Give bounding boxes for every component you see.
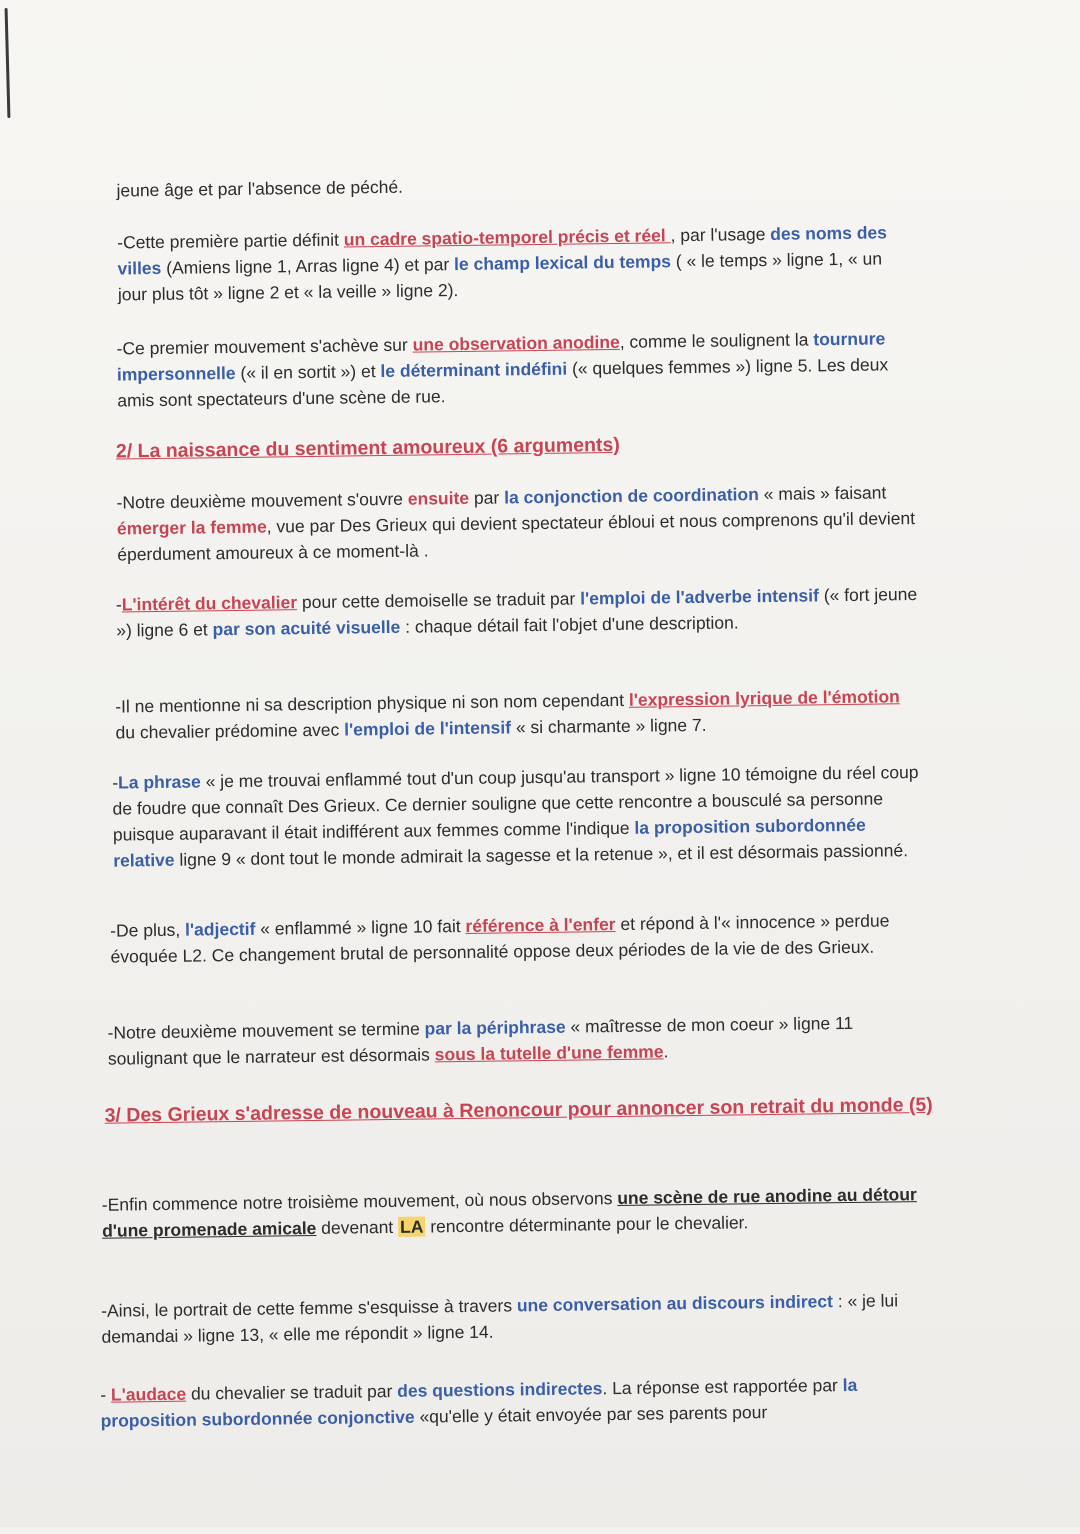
text: par: [468, 487, 505, 508]
text: -: [100, 1384, 112, 1405]
paragraph-10: [101, 1287, 902, 1349]
text: «qu'elle y était envoyée par ses parents pour: [414, 1402, 768, 1427]
keyword-adjectif: l'adjectif: [184, 918, 256, 940]
keyword-scene-anodine: une scène de rue anodine au détour d'une promenade amicale: [101, 1184, 917, 1241]
paragraph-0: [116, 167, 896, 203]
text: (« fort jeune ») ligne 6 et: [116, 584, 918, 641]
keyword-emerger: émerger la femme: [116, 516, 267, 539]
keyword-spatio-temporel: un cadre spatio-temporel précis et réel: [343, 225, 671, 250]
paragraph-8: [107, 1009, 908, 1071]
text: -De plus,: [110, 919, 186, 941]
text: -Notre deuxième mouvement se termine: [107, 1018, 425, 1043]
text: -: [112, 772, 119, 793]
text: , comme le soulignent la: [619, 329, 814, 352]
text: -Ainsi, le portrait de cette femme s'esquisse à travers: [101, 1295, 518, 1321]
text: « si charmante » ligne 7.: [510, 714, 707, 738]
keyword-subordonnee-conjonctive: la proposition subordonnée conjonctive: [100, 1374, 858, 1431]
keyword-expression-lyrique: l'expression lyrique de l'émotion: [628, 686, 900, 710]
keyword-reference-enfer: référence à l'enfer: [465, 914, 616, 936]
keyword-adverbe-intensif: l'emploi de l'adverbe intensif: [579, 585, 820, 609]
paragraph-3: [116, 479, 917, 567]
text: : chaque détail fait l'objet d'une description.: [400, 612, 739, 637]
keyword-subordonnee-relative: la proposition subordonnée relative: [113, 814, 866, 871]
text: -: [115, 594, 122, 615]
text: jeune âge et par l'absence de péché.: [116, 176, 404, 201]
keyword-conjonction: la conjonction de coordination: [503, 484, 759, 508]
section-heading-2: 2/ La naissance du sentiment amoureux (6 arguments): [115, 433, 620, 463]
paragraph-1: [117, 219, 898, 307]
keyword-discours-indirect: une conversation au discours indirect: [516, 1291, 834, 1316]
text: du chevalier prédomine avec: [115, 719, 345, 743]
text: -Ce premier mouvement s'achève sur: [116, 334, 413, 359]
text: . La réponse est rapportée par: [602, 1375, 843, 1399]
text: (Amiens ligne 1, Arras ligne 4) et par: [161, 254, 455, 278]
text: du chevalier se traduit par: [186, 1380, 398, 1404]
text: -Notre deuxième mouvement s'ouvre: [116, 488, 408, 513]
keyword-interet-chevalier: L'intérêt du chevalier: [121, 592, 298, 615]
keyword-questions-indirectes: des questions indirectes: [397, 1378, 603, 1401]
paragraph-7: [110, 907, 923, 970]
keyword-intensif: l'emploi de l'intensif: [344, 717, 512, 740]
paragraph-5: [115, 683, 922, 746]
text: ligne 9 « dont tout le monde admirait la sagesse et la retenue », et il est désormais passionné.: [174, 840, 909, 870]
keyword-acuite-visuelle: par son acuité visuelle: [212, 616, 401, 640]
text: « je me trouvai enflammé tout d'un coup jusqu'au transport » ligne 10 témoigne du réel coup de foudre que connaît Des Grieux. Ce dernier souligne que cette rencontre a bousculé sa personne puisque auparavant il était indifférent aux femmes comme l'indique: [112, 762, 919, 845]
text: -Enfin commence notre troisième mouvement, où nous observons: [101, 1188, 618, 1215]
text: « maîtresse de mon coeur » ligne 11 soulignant que le narrateur est désormais: [107, 1012, 854, 1069]
paragraph-6: [112, 759, 931, 874]
highlight-la: LA: [399, 1216, 424, 1237]
keyword-ensuite: ensuite: [407, 487, 470, 509]
text: rencontre déterminante pour le chevalier.: [425, 1212, 749, 1237]
text: -Il ne mentionne ni sa description physique ni son nom cependant: [115, 689, 630, 717]
paragraph-9: [102, 1181, 919, 1244]
keyword-tutelle: sous la tutelle d'une femme: [434, 1041, 664, 1065]
text: devenant: [316, 1216, 399, 1238]
keyword-tournure-impersonnelle: tournure impersonnelle: [116, 328, 886, 385]
text: , vue par Des Grieux qui devient spectateur ébloui et nous comprenons qu'il devient éperdument amoureux à ce moment-là .: [117, 508, 916, 565]
keyword-la-phrase: La phrase: [117, 771, 201, 793]
keyword-noms-villes: des noms des villes: [117, 222, 888, 279]
section-heading-3: 3/ Des Grieux s'adresse de nouveau à Renoncour pour annoncer son retrait du monde (5): [104, 1093, 933, 1127]
text: : « je lui demandai » ligne 13, « elle me répondit » ligne 14.: [101, 1290, 899, 1347]
text: ( « le temps » ligne 1, « un jour plus tôt » ligne 2 et « la veille » ligne 2).: [117, 248, 883, 305]
text: « enflammé » ligne 10 fait: [255, 915, 466, 939]
text: (« il en sortit ») et: [235, 361, 381, 383]
keyword-audace: L'audace: [110, 1383, 187, 1405]
text: et répond à l'« innocence » perdue évoquée L2. Ce changement brutal de personnalité oppose deux périodes de la vie de des Grieux.: [110, 910, 890, 967]
paragraph-11: [100, 1371, 931, 1434]
text: , par l'usage: [670, 223, 771, 246]
paragraph-2: [116, 325, 925, 414]
paragraph-4: [116, 581, 921, 644]
text: (« quelques femmes ») ligne 5. Les deux amis sont spectateurs d'une scène de rue.: [117, 354, 889, 411]
keyword-champ-lexical: le champ lexical du temps: [453, 251, 672, 275]
text: « mais » faisant: [758, 482, 887, 505]
keyword-determinant-indefini: le déterminant indéfini: [380, 358, 568, 382]
text: .: [663, 1041, 669, 1062]
text: pour cette demoiselle se traduit par: [296, 588, 581, 613]
keyword-observation-anodine: une observation anodine: [412, 331, 620, 355]
keyword-periphrase: par la périphrase: [424, 1016, 566, 1039]
text: -Cette première partie définit: [117, 229, 344, 253]
